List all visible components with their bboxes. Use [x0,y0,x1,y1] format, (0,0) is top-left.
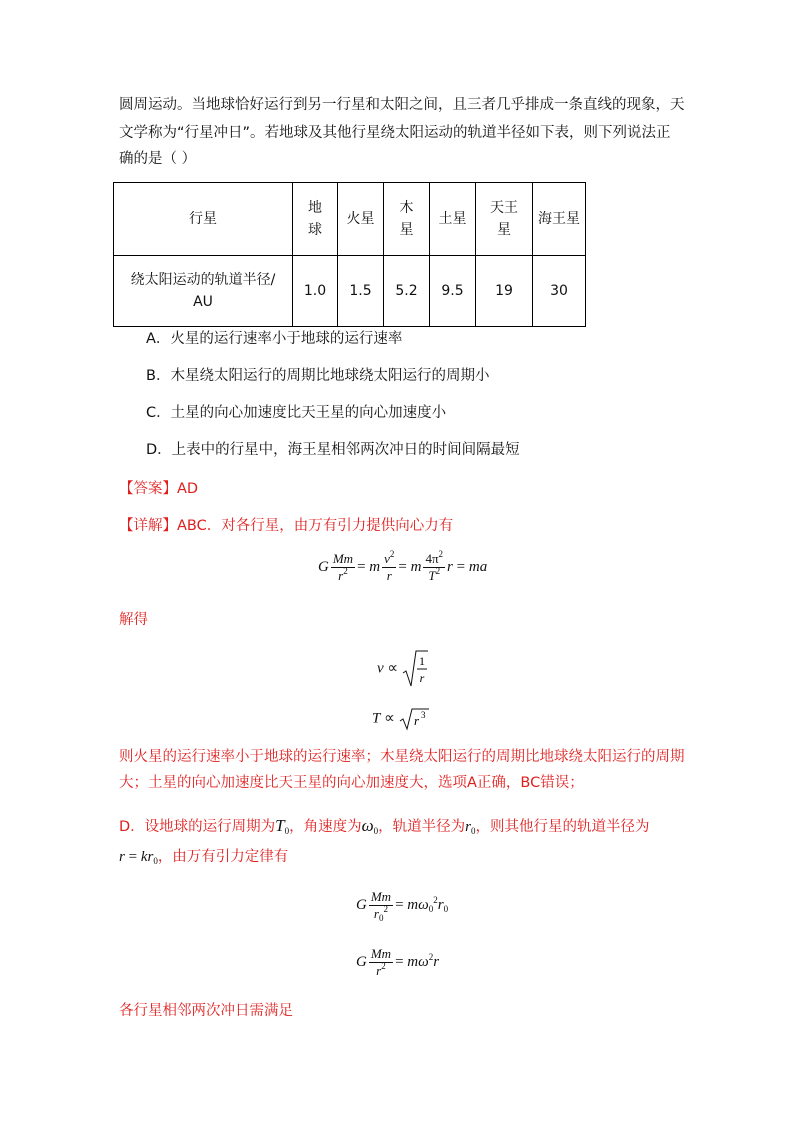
table-header-radius: 绕太阳运动的轨道半径/ AU [114,256,293,327]
table-cell-radius: 19 [476,256,533,327]
table-cell-radius: 1.0 [293,256,338,327]
svg-text:3: 3 [420,710,426,720]
option-b: B．木星绕太阳运行的周期比地球绕太阳运行的周期小 [146,368,490,384]
detail-solve: 解得 [119,612,148,628]
option-c: C．土星的向心加速度比天王星的向心加速度小 [146,405,447,421]
conclusion-line-1: 则火星的运行速率小于地球的运行速率；木星绕太阳运行的周期比地球绕太阳运行的周期 [119,749,685,765]
formula-earth-gravity: G $\frac{Mm}{r_0^2}$ = $m\omega_0^2r_0$ [356,889,449,923]
sqrt-symbol [402,649,428,689]
formula-period-proportional: T ∝ r 3 [372,707,429,731]
table-cell-planet-name: 火星 [338,183,384,256]
answer: 【答案】AD [119,481,199,497]
option-a: A．火星的运行速率小于地球的运行速率 [146,331,403,347]
table-cell-planet-name: 木 星 [384,183,430,256]
sqrt-symbol [399,707,429,731]
d-analysis-line-2: $r = kr_0$，由万有引力定律有 [119,849,289,866]
intro-line-3: 确的是（ ） [119,151,197,167]
table-cell-planet-name: 地 球 [293,183,338,256]
table-row-radius [114,256,586,327]
table-cell-planet-name: 天王 星 [476,183,533,256]
conclusion-line-2: 大；土星的向心加速度比天王星的向心加速度大，选项A正确，BC错误； [119,775,584,791]
table-cell-planet-name: 海王星 [533,183,586,256]
svg-text:r: r [419,671,425,685]
orbit-radius-table [113,182,586,327]
table-cell-radius: 30 [533,256,586,327]
formula-planet-gravity: G $\frac{Mm}{r^2}$ = $m\omega^2r$ [356,946,440,978]
svg-text:1: 1 [418,654,425,668]
table-cell-radius: 1.5 [338,256,384,327]
detail-intro: 【详解】ABC．对各行星，由万有引力提供向心力有 [119,518,454,534]
intro-line-1: 圆周运动。当地球恰好运行到另一行星和太阳之间，且三者几乎排成一条直线的现象，天 [119,97,685,113]
svg-text:r: r [413,713,419,728]
table-cell-radius: 9.5 [430,256,476,327]
formula-velocity-proportional: v ∝ 1 r [377,649,428,689]
table-cell-radius: 5.2 [384,256,430,327]
intro-line-2: 文学称为“行星冲日”。若地球及其他行星绕太阳运动的轨道半径如下表，则下列说法正 [119,125,671,141]
final-line: 各行星相邻两次冲日需满足 [119,1003,293,1019]
table-cell-planet-name: 土星 [430,183,476,256]
option-d: D．上表中的行星中，海王星相邻两次冲日的时间间隔最短 [146,442,520,458]
table-row-planets [114,183,586,256]
table-header-planet: 行星 [114,183,293,256]
d-analysis-line-1: D．设地球的运行周期为$T_0$，角速度为$\omega_0$，轨道半径为$r_0$，则其他行星的轨道半径为 [119,816,650,836]
formula-gravity-centripetal: G $\frac{Mm}{r^2}$ = m $\frac{v^2}{r}$ = m $\frac{4\pi^2}{T^2}$ r = ma [318,549,488,583]
